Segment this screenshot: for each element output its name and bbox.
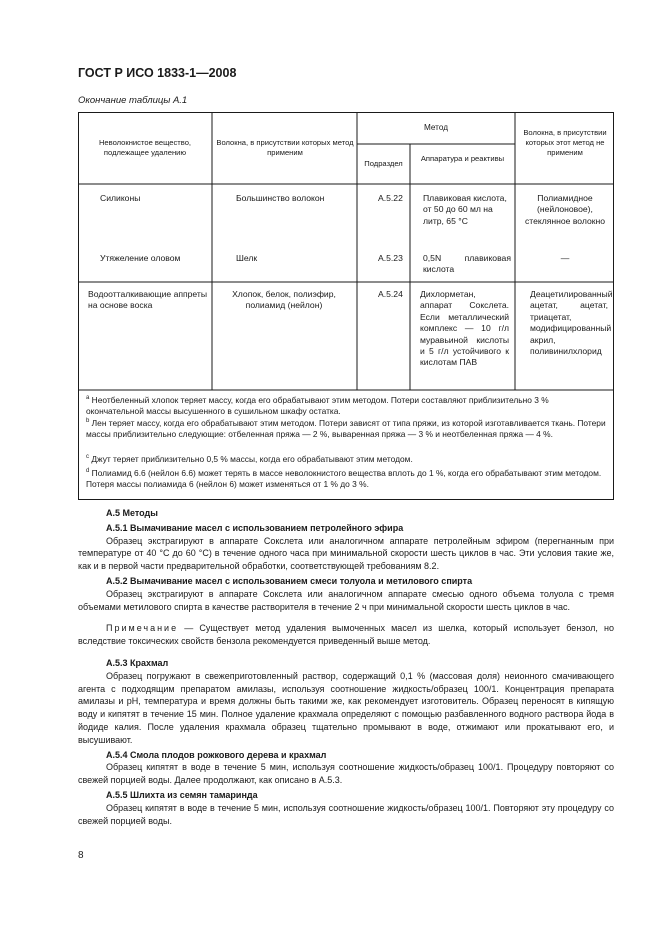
section-title: А.5 Методы [106, 508, 158, 518]
row1-substance: Силиконы [100, 193, 141, 203]
subsection-a54-text: Образец кипятят в воде в течение 5 мин, используя соотношение жидкость/образец 100/1. Процедуру повторяют со свежей порцией воды. Далее продолжают, как описано в А.5.3. [78, 762, 614, 786]
subsection-a52-text: Образец экстрагируют в аппарате Сокслета или аналогичном аппарате смесью одного объема толуола с тремя объемами метилового спирта в качестве растворителя в течение 2 ч при минимальной скорости шесть циклов в час. [78, 588, 614, 612]
row2-substance: Утяжеление оловом [100, 253, 181, 263]
row2-not-applicable: — [560, 253, 570, 263]
footnote-c: $^c$ Джут теряет приблизительно 0,5 % массы, когда его обрабатывают этим методом. [86, 454, 413, 464]
footnote-a: $^a$ Неотбеленный хлопок теряет массу, когда его обрабатывают этим методом. Потери составляют приблизительно 3 % окончательной массы высушенного в сушильном шкафу остатка. [86, 395, 549, 417]
row3-apparatus: Дихлорметан, аппарат Сокслета. Если металлический комплекс — 10 г/л муравьиной кислоты и 5 г/л устойчивого к кислотам ПАВ [420, 289, 509, 368]
note: Примечание — Существует метод удаления вымоченных масел из шелка, который использует бензол, но вследствие токсических свойств бензола рекомендуется приведенный выше метод. [78, 623, 614, 647]
row1-not-applicable: Полиамидное (нейлоновое), стеклянное волокно [524, 193, 606, 226]
subsection-a53-title: А.5.3 Крахмал [106, 657, 169, 668]
subsection-a55-title: А.5.5 Шлихта из семян тамаринда [106, 789, 258, 800]
fiber-table [78, 112, 614, 500]
row2-apparatus: 0,5N плавиковая кислота [423, 253, 511, 275]
subsection-a52-title: А.5.2 Вымачивание масел с использованием смеси толуола и метилового спирта [106, 575, 473, 586]
row3-fibers: Хлопок, белок, полиэфир, полиамид (нейлон) [232, 289, 336, 311]
table-caption: Окончание таблицы А.1 [78, 95, 188, 106]
subsection-a55-text: Образец кипятят в воде в течение 5 мин, используя соотношение жидкость/образец 100/1. Повторяют эту процедуру со свежей порцией воды. [78, 802, 614, 826]
subsection-a54-title: А.5.4 Смола плодов рожкового дерева и крахмал [106, 749, 327, 760]
page-number: 8 [78, 850, 84, 861]
col-subsection-header: Подраздел [364, 159, 403, 168]
subsection-a53-text: Образец погружают в свежеприготовленный раствор, содержащий 0,1 % (массовая доля) неионного смачивающего агента с подходящим препаратом амилазы, используя соотношение жидкость/образец 100/1. Концентрация препарата амилазы и рН, температура и время должны быть такими же, как рекомендует изготовитель. Образец переносят в кипящую воду и кипятят в течение 15 мин. Полное удаление крахмала определяют с помощью разбавленного водного раствора йода в йодиде калия. После удаления крахмала образец тщательно промывают в воде, отжимают или прокатывают его, и высушивают. [78, 670, 614, 745]
col-not-applicable-header: Волокна, в присутствии которых этот метод не применим [523, 128, 607, 157]
row3-subsection: А.5.24 [378, 289, 403, 299]
row2-fibers: Шелк [236, 253, 258, 263]
row3-not-applicable: Деацетилированный ацетат, ацетат, триацетат, модифицированный акрил, поливинилхлорид [530, 289, 613, 357]
row3-substance: Водоотталкивающие аппреты на основе воска [88, 289, 208, 311]
col-substance-header: Неволокнистое вещество, подлежащее удалению [98, 138, 192, 157]
col-fibers-header: Волокна, в присутствии которых метод применим [216, 138, 354, 157]
subsection-a51-text: Образец экстрагируют в аппарате Сокслета или аналогичном аппарате петролейным эфиром (перегнанным при температуре от 40 °С до 60 °С) в течение одного часа при минимальной скорости шесть циклов в час. Эти условия такие же, как и в первой части предварительной обработки, соответствующей требованиям 8.2. [78, 535, 614, 572]
col-apparatus-header: Аппаратура и реактивы [420, 154, 505, 163]
methods-section [78, 505, 614, 827]
row1-fibers: Большинство волокон [236, 193, 325, 203]
footnote-b: $^b$ Лен теряет массу, когда его обрабатывают этим методом. Потери зависят от типа пряжи, из которой изготавливается ткань. Потери массы приблизительно следующие: отбеленная пряжа — 2 %, вываренная пряжа — 3 % и неотбеленная пряжа — 4 %. [86, 418, 606, 440]
row1-subsection: А.5.22 [378, 193, 403, 203]
footnote-d: $^d$ Полиамид 6.6 (нейлон 6.6) может терять в массе неволокнистого вещества вплоть до 1 %, когда его обрабатывают этим методом. Потеря массы полиамида 6 (нейлон 6) может изменяться от 1 % до 3 %. [86, 468, 602, 490]
document-header: ГОСТ Р ИСО 1833-1—2008 [78, 66, 237, 80]
row1-apparatus: Плавиковая кислота, от 50 до 60 мл на литр, 65 °С [423, 193, 507, 226]
col-method-header: Метод [423, 123, 448, 132]
subsection-a51-title: А.5.1 Вымачивание масел с использованием петролейного эфира [106, 522, 404, 533]
row2-subsection: А.5.23 [378, 253, 403, 263]
